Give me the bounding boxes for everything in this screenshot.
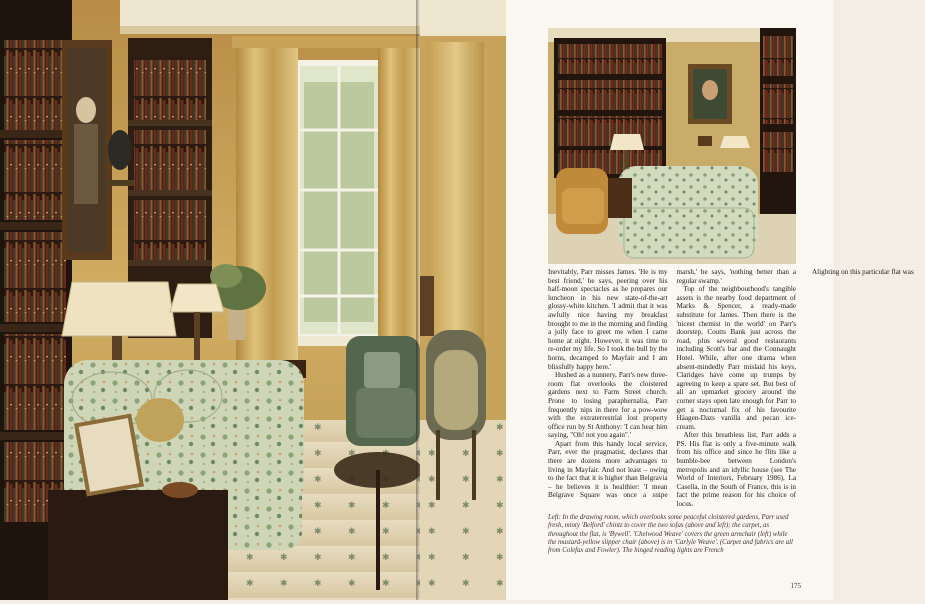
photo-strip	[420, 0, 506, 600]
article-paragraph: Hushed as a nunnery, Parr's new three-room flat overlooks the cloistered gardens next to Farm Street church. Prone to losing paraphernalia, Parr frequently nips in there for a pow-wow with the extraterrestrial lost property office run by St Anthony: 'I can hear him saying, "Oh! not you again".'	[548, 371, 668, 440]
window	[292, 60, 386, 346]
cornice	[120, 26, 420, 34]
article-paragraph: Apart from this handy local service, Parr, ever the pragmatist, declares that there are dozens more advantages to living in Mayfair. And not least – owing to the fact that it is higher than Belgravia – he believes it is healthier: 'I mean Belgrave Square was once a snipe marsh,' he says, 'nothing better than a regular swamp.'	[548, 268, 796, 500]
portrait-painting	[62, 40, 112, 260]
inset-painting	[688, 64, 732, 124]
article-paragraph: After this breathless list, Parr adds a PS. His flat is only a five-minute walk from his office and since he flits like a bumble-bee between London's metropolis and an idyllic house (see The World of Interiors, February 1986), La Casella, in the South of France, this is in fact the prime reason for his choice of locus.	[676, 431, 796, 509]
photo-caption: Left: In the drawing room, which overlooks some peaceful cloistered gardens, Parr used fresh, minty 'Belford' chintz to cover the two sofas (above and left); the carpet, as throughout the flat, is 'Bywell'. 'Chelwood Weave' covers the green armchair (left) while the mustard-yellow slipper chair (above) is in 'Carlyle Weave'. (Carpet and fabrics are all from Colefax and Fowler). The hinged reading lights are French	[548, 514, 793, 555]
article-body	[548, 268, 914, 512]
article-paragraph: Alighting on this particular flat was	[812, 268, 914, 276]
article-paragraph: Inevitably, Parr misses James. 'He is my best friend,' he says, peering over his half-moon spectacles as he prepares our luncheon in his new state-of-the-art glossy-white kitchen. 'I admit that it was awfully nice having my breakfast brought to me in the morning and finding a jolly face to greet me when I came home at night. However, it was time to re-order my life. So I took the bull by the horns, decamped to Mayfair and I am blissfully happy here.'	[548, 268, 668, 371]
green-armchair	[346, 336, 420, 446]
right-page	[420, 0, 914, 600]
page-number: 175	[790, 582, 801, 590]
inset-chintz-sofa	[618, 166, 758, 258]
drawing-room-photo	[0, 0, 420, 600]
text-page	[506, 0, 914, 600]
inset-yellow-chair	[556, 168, 608, 234]
library-photo	[548, 28, 796, 264]
ceiling	[120, 0, 420, 30]
article-paragraph: Top of the neighbourhood's tangible assets is the nearby food department of Marks & Spencer, a ready-made substitute for James. Then there is the 'nicest chemist in the world' on Parr's doorstep, Coutts Bank just across the road, plus several good restaurants including Scott's bar and the Connaught Hotel. While, after one drama when absent-mindedly Parr mislaid his keys, Claridges have come up trumps by agreeing to keep a spare set. But best of all an upmarket grocery around the corner stays open late enough for Parr to get a nocturnal fix of his favourite Häagen-Dazs vanilla and pecan ice-cream.	[676, 285, 796, 431]
